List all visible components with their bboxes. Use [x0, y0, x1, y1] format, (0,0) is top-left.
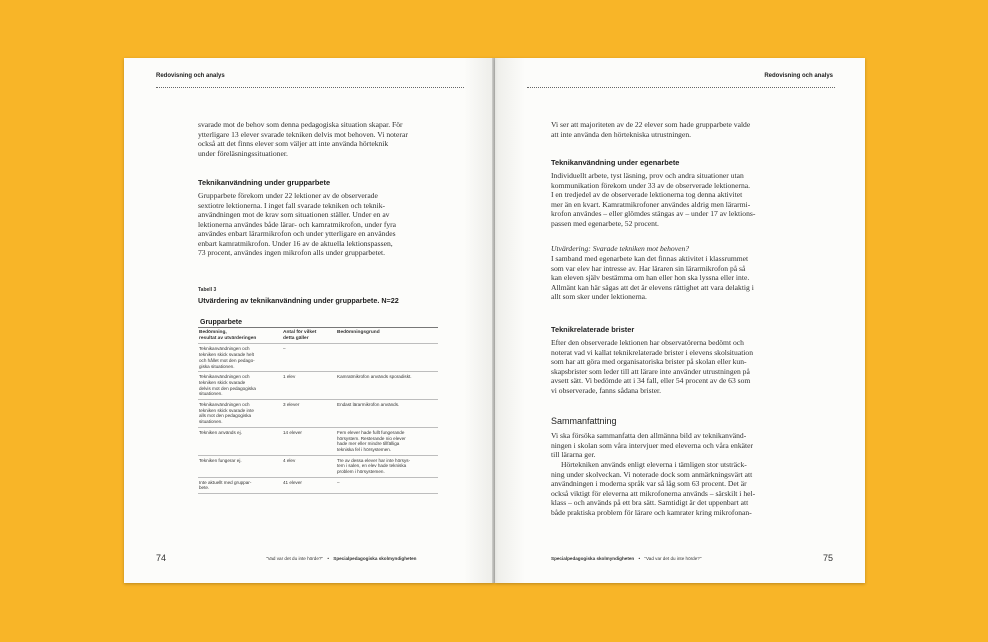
cell-line: 1 elev — [283, 374, 296, 380]
table-group-label: Grupparbete — [200, 319, 243, 326]
header-divider-right — [527, 87, 835, 88]
text-line: kommunikation förekom under 33 av de observerade lektionerna. — [551, 180, 751, 190]
table-cell-c1 — [198, 456, 283, 477]
intro-paragraph-left — [198, 120, 434, 158]
footer-title-right: "Vad var det du inte hörde?" — [644, 556, 702, 561]
table-cell-c1 — [198, 428, 283, 455]
footer-left — [266, 556, 416, 561]
text-line: som har att göra med organisatoriska brister på skolan eller kun- — [551, 357, 747, 367]
table-cell-c1 — [198, 400, 283, 427]
footer-title-left: "Vad var det du inte hörde?" — [266, 556, 324, 561]
table-row — [198, 344, 438, 372]
text-line: att inte använda den hörtekniska utrustningen. — [551, 129, 692, 139]
text-line: också viktigt för eleverna att mikrofonerna används – särskilt i hel- — [551, 488, 756, 498]
text-line: mer än en kvart. Kamratmikrofoner användes aldrig men lärarmi- — [551, 199, 751, 209]
text-line: ytterligare 13 elever svarade tekniken delvis mot behoven. Vi noterar — [198, 129, 408, 139]
header-divider-left — [156, 87, 464, 88]
running-head-left: Redovisning och analys — [156, 73, 225, 79]
cell-line: hörsystem. Resterande nio elever — [337, 435, 406, 441]
text-line: också att det finns elever som väljer att inte använda hörteknik — [198, 139, 389, 149]
summary-heading: Sammanfattning — [551, 416, 617, 426]
cell-line: Fem elever hade fullt fungerande — [337, 429, 405, 435]
book-spread — [124, 58, 865, 583]
section-heading-egenarbete: Teknikanvändning under egenarbete — [551, 158, 680, 167]
cell-line: bete. — [199, 485, 210, 491]
table-cell-c2 — [283, 478, 337, 493]
text-line: Hörtekniken används enligt eleverna i tämligen stor utsträck- — [561, 460, 747, 469]
text-line: I samband med egenarbete kan det finnas aktivitet i klassrummet — [551, 254, 749, 263]
footer-org-right: Specialpedagogiska skolmyndigheten — [551, 556, 635, 561]
text-line: användningen mot de krav som situationen ställer. Under en av — [198, 210, 390, 220]
cell-line: tekniken skick svarade inte — [199, 407, 254, 413]
text-line: kan eleven själv bestämma om han eller hon ska lyssna eller inte. — [551, 273, 750, 283]
text-line: Vi ser att majoriteten av de 22 elever som hade grupparbete valde — [551, 120, 751, 129]
cell-line: – — [283, 346, 286, 352]
evaluation-question: Utvärdering: Svarade tekniken mot behoven? — [551, 244, 690, 253]
table-row — [198, 428, 438, 456]
cell-line: situationen. — [199, 419, 223, 425]
cell-line: Teknikanvändningen och — [199, 346, 250, 352]
text-line: både praktiska problem för lärare och kamrater kring mikrofonan- — [551, 507, 752, 517]
page-number-left: 74 — [156, 553, 167, 563]
table-row — [198, 372, 438, 400]
intro-paragraph-right — [551, 120, 796, 139]
section-heading-grupparbete: Teknikanvändning under grupparbete — [198, 178, 331, 187]
footer-right — [551, 556, 701, 561]
text-line: ningen i skolan som våra intervjuer med eleverna och våra enkäter — [551, 440, 753, 450]
text-line: Antal för vilket — [283, 330, 317, 335]
cell-line: 4 elev — [283, 457, 296, 463]
text-line: Allmänt kan här sägas att det är elevens rättighet att vara delaktig i — [551, 282, 754, 292]
text-line: detta gäller — [283, 335, 309, 341]
text-line: Efter den observerade lektionen har observatörerna bedömt och — [551, 338, 744, 347]
table-cell-c3 — [337, 400, 438, 427]
running-head-right: Redovisning och analys — [764, 73, 833, 79]
cell-line: och hållet mot den pedago- — [199, 357, 255, 363]
text-line: avsett sätt. Vi bedömde att i 34 fall, eller 54 procent av de 63 som — [551, 376, 751, 386]
text-line: Grupparbete förekom under 22 lektioner av de observerade — [198, 191, 378, 200]
cell-line: delvis mot den pedagogiska — [199, 385, 256, 391]
cell-line: tekniken skick svarade — [199, 379, 246, 385]
text-line: noterat vad vi kallat teknikrelaterade brister i elevens skolsituation — [551, 347, 754, 357]
cell-line: Kamratmikrofon används sporadiskt. — [337, 374, 412, 380]
table-cell-c2 — [283, 428, 337, 455]
text-line: sextiotre lektionerna. I inget fall svarade tekniken och teknik- — [198, 200, 386, 210]
right-page — [495, 58, 865, 583]
table-row — [198, 478, 438, 494]
cell-line: – — [337, 479, 340, 485]
footer-org-left: Specialpedagogiska skolmyndigheten — [333, 556, 417, 561]
table-cell-c3 — [337, 372, 438, 399]
table-caption: Tabell 3 — [198, 287, 217, 293]
evaluation-paragraph — [551, 254, 796, 302]
cell-line: 41 elever — [283, 479, 302, 485]
table-body — [198, 344, 438, 494]
section-paragraph-egenarbete — [551, 171, 796, 228]
table-cell-c3 — [337, 428, 438, 455]
page-number-right: 75 — [822, 553, 833, 563]
text-line: lektionerna användes både lärar- och kamratmikrofon, under fyra — [198, 219, 397, 229]
text-line: Individuellt arbete, tyst läsning, prov och andra situationer utan — [551, 171, 744, 180]
text-line: som var elev har intresse av. Har läraren sin lärarmikrofon på så — [551, 263, 746, 273]
table-header-row — [198, 328, 438, 344]
section-paragraph-brister — [551, 338, 796, 395]
table-cell-c3 — [337, 478, 438, 493]
cell-line: 3 elever — [283, 402, 300, 408]
cell-line: Endast lärarmikrofon används. — [337, 402, 400, 408]
table-cell-c1 — [198, 478, 283, 493]
text-line: Bedömning, — [199, 330, 227, 335]
text-line: krofon användes – eller glömdes stängas av – under 17 av lektions- — [551, 209, 756, 219]
cell-line: hade mer eller mindre tillfälliga — [337, 441, 400, 447]
text-line: användes enbart lärarmikrofon och under ytterligare en användes — [198, 229, 396, 239]
cell-line: Teknikanvändningen och — [199, 374, 250, 380]
summary-paragraph-2 — [551, 460, 796, 517]
text-line: allt som sker under lektionerna. — [551, 292, 647, 302]
text-line: Vi ska försöka sammanfatta den allmänna bild av teknikanvänd- — [551, 431, 747, 440]
cell-line: tekniken skick svarade helt — [199, 352, 254, 358]
footer-bullet-right: • — [638, 556, 641, 561]
left-page — [124, 58, 494, 583]
summary-paragraph-1 — [551, 431, 796, 460]
text-line: vi observerade, fanns sådana brister. — [551, 385, 662, 395]
table-cell-c2 — [283, 344, 337, 371]
footer-bullet-left: • — [327, 556, 329, 561]
table-cell-c1 — [198, 372, 283, 399]
table-header-basis — [337, 328, 438, 343]
text-line: resultat av utvärderingen — [199, 335, 257, 341]
cell-line: tekniska fel i hörsystemen. — [337, 446, 392, 452]
cell-line: alls mot den pedagogiska — [199, 413, 252, 419]
text-line: under föreläsningssituationer. — [198, 148, 288, 158]
cell-line: Inte aktuellt med gruppar- — [199, 479, 252, 485]
section-heading-brister: Teknikrelaterade brister — [551, 325, 635, 334]
table-cell-c3 — [337, 344, 438, 371]
text-line: skapsbrister som leder till att lärare inte använder utrustningen på — [551, 366, 750, 376]
text-line: svarade mot de behov som denna pedagogiska situation skapar. För — [198, 120, 403, 129]
table-title: Utvärdering av teknikanvändning under grupparbete. N=22 — [198, 296, 399, 305]
table-row — [198, 456, 438, 478]
cell-line: problem i hörsystemen. — [337, 469, 385, 475]
cell-line: situationen. — [199, 391, 223, 397]
text-line: enbart kamratmikrofon. Under 16 av de aktuella lektionspassen, — [198, 238, 393, 248]
text-line: 73 procent, användes ingen mikrofon alls under grupparbetet. — [198, 248, 386, 258]
table-cell-c1 — [198, 344, 283, 371]
text-line: användningen i moderna språk var så låg som 63 procent. Det är — [551, 479, 747, 489]
cell-line: Tekniken används ej. — [199, 429, 242, 435]
text-line: till lärarna ger. — [551, 450, 596, 460]
text-line: Bedömningsgrund — [337, 330, 380, 335]
cell-line: tem i salen, en elev hade tekniska — [337, 463, 407, 469]
table-cell-c2 — [283, 456, 337, 477]
table-cell-c3 — [337, 456, 438, 477]
table-header-count — [283, 328, 337, 343]
table-header-assessment — [198, 328, 283, 343]
table-cell-c2 — [283, 400, 337, 427]
section-paragraph-grupparbete — [198, 191, 434, 258]
text-line: ning under skolveckan. Vi noterade dock som anmärkningsvärt att — [551, 469, 753, 479]
text-line: passen med egenarbete, 52 procent. — [551, 218, 659, 228]
table-3 — [198, 287, 438, 494]
text-line: I en tredjedel av de observerade lektionerna tog denna aktivitet — [551, 190, 743, 200]
cell-line: 14 elever — [283, 429, 302, 435]
text-line: klass – och används på ett bra sätt. Samtidigt är det uppenbart att — [551, 498, 749, 508]
cell-line: giska situationen. — [199, 363, 235, 369]
cell-line: Tre av dessa elever har inte hörsys- — [337, 457, 411, 463]
table-row — [198, 400, 438, 428]
cell-line: Tekniken fungerar ej. — [199, 457, 242, 463]
table-cell-c2 — [283, 372, 337, 399]
cell-line: Teknikanvändningen och — [199, 402, 250, 408]
